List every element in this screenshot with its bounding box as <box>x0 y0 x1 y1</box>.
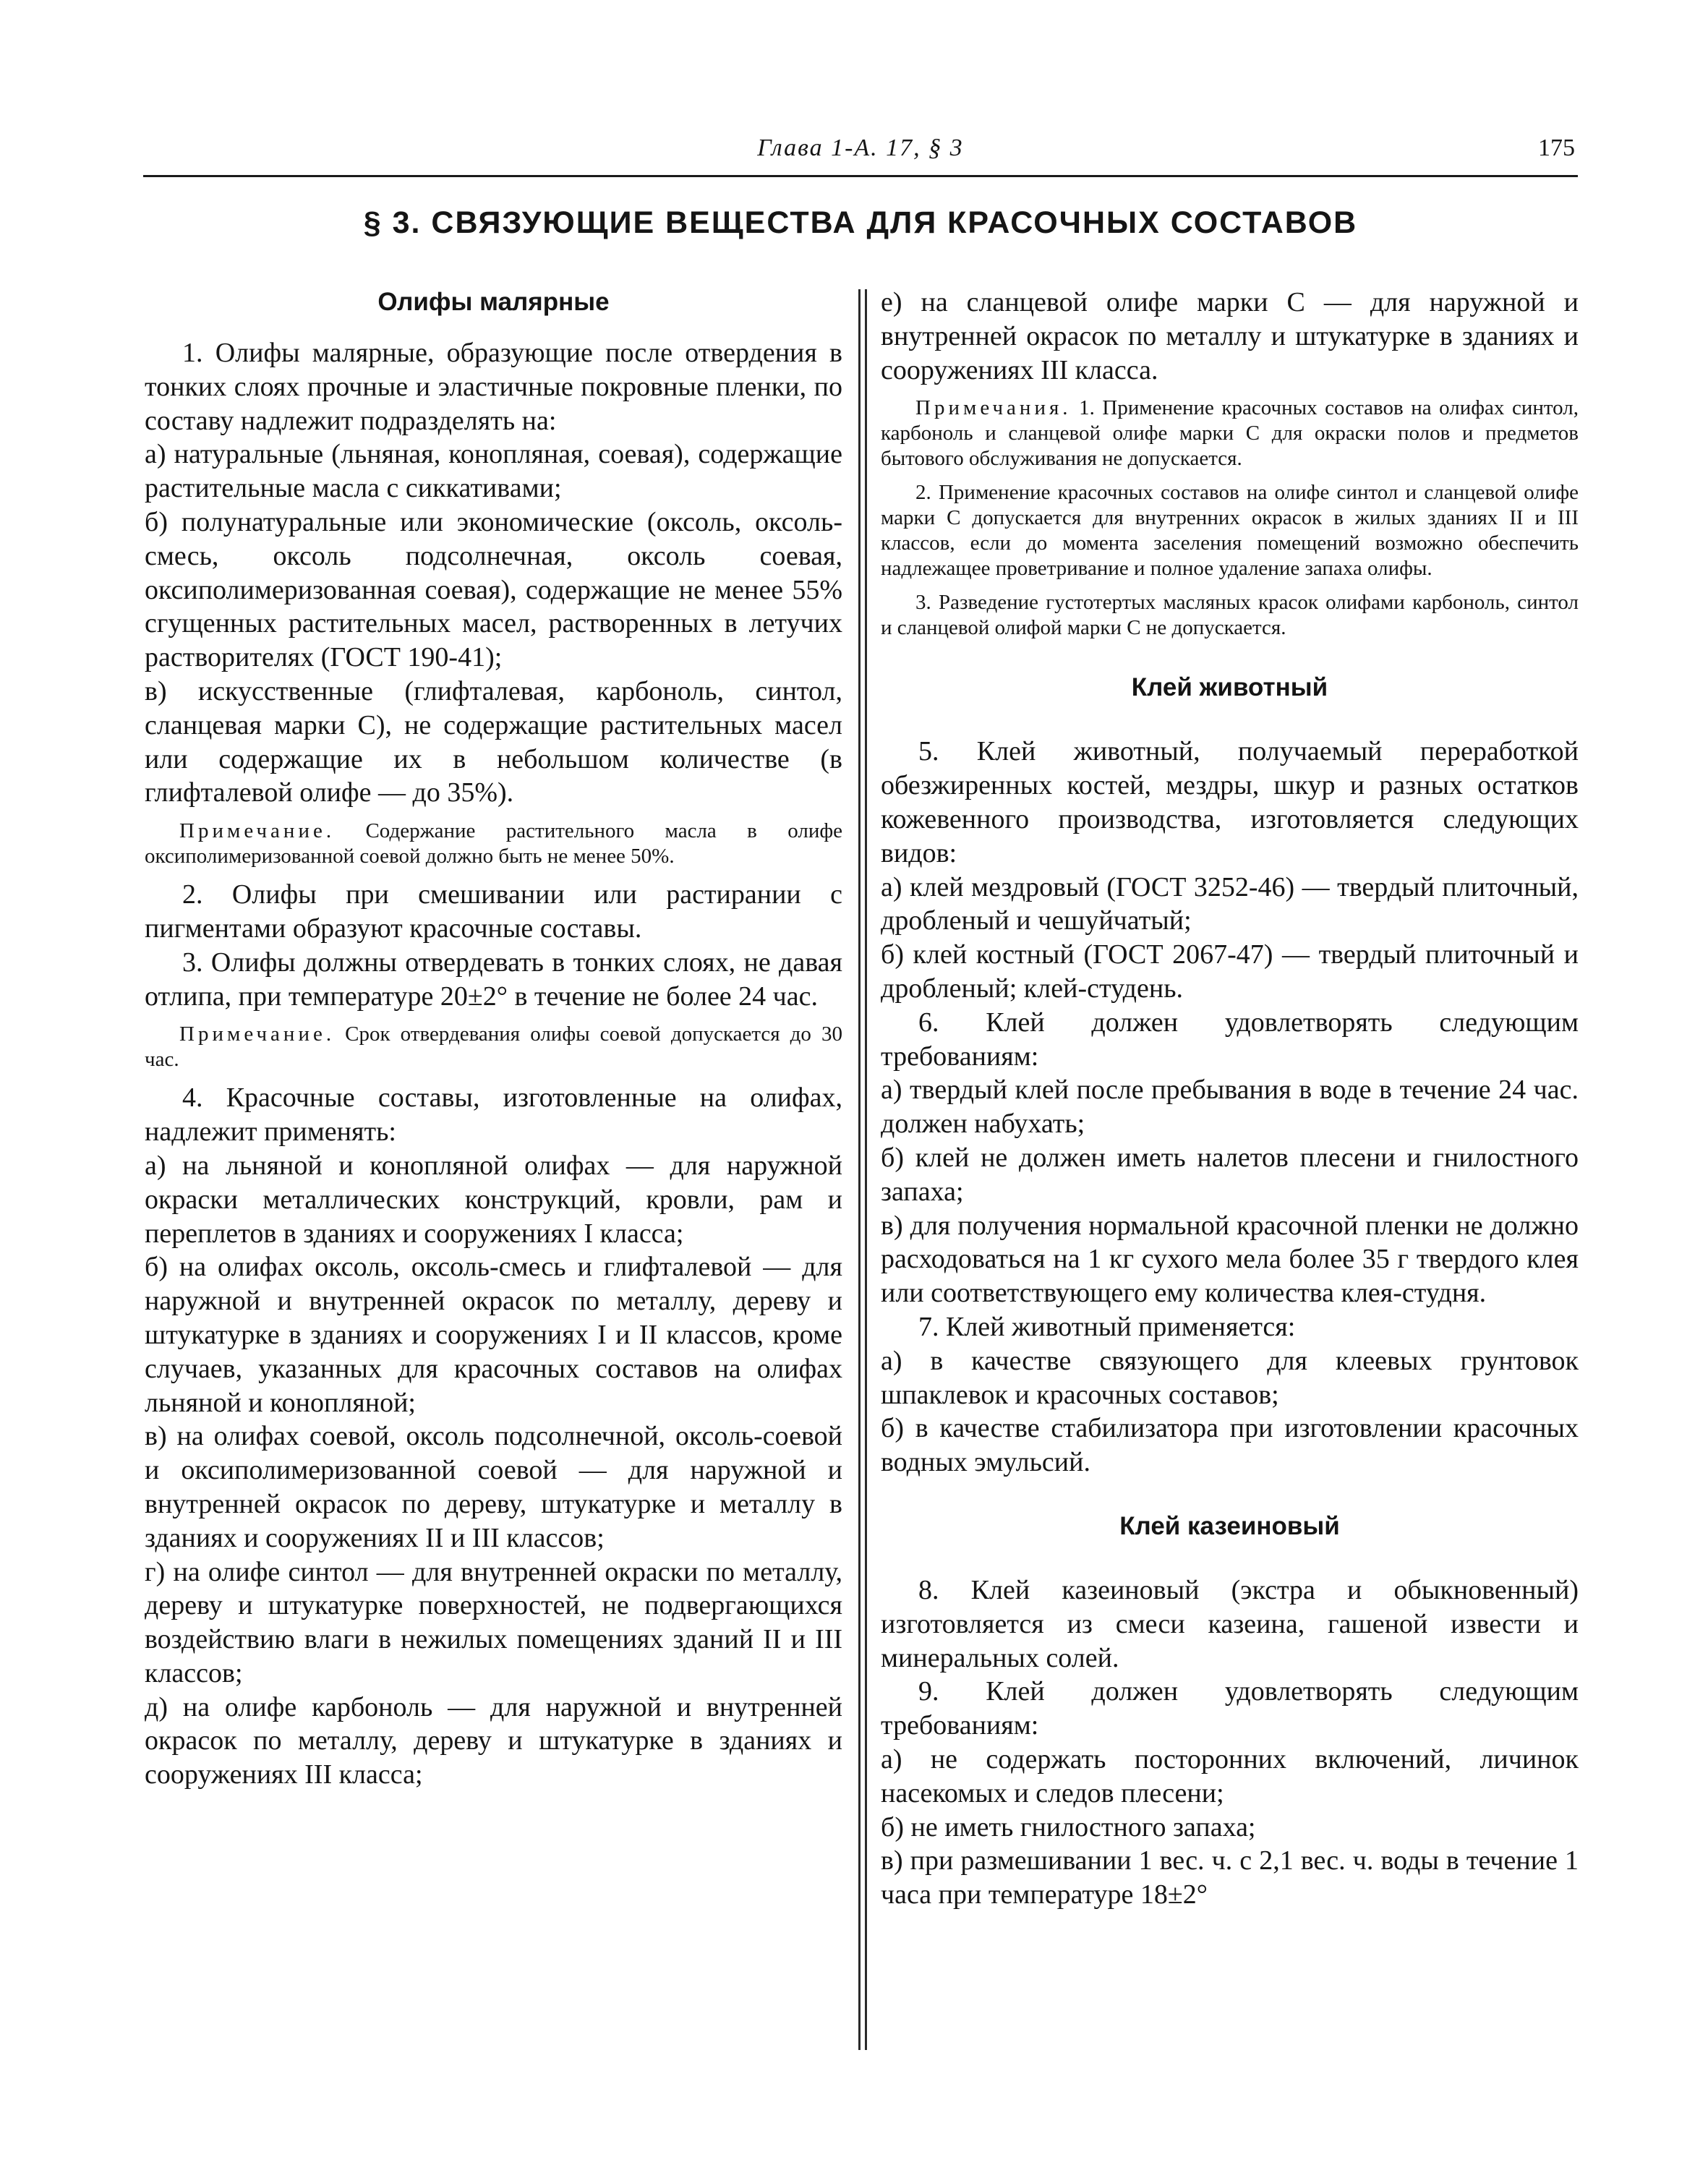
note-label: Примечание. <box>179 1022 336 1046</box>
column-divider <box>858 289 867 2050</box>
note <box>145 1022 842 1072</box>
list-item: в) на олифах соевой, оксоль подсолнечной, оксоль-соевой и оксиполимеризованной соевой — для наружной и внутренней окрасок по дереву, штукатурке и металлу в зданиях и сооружениях II и III классов; <box>145 1421 842 1553</box>
note <box>145 819 842 869</box>
subheading-casein-glue: Клей казеиновый <box>1119 1511 1340 1540</box>
list-item: г) на олифе синтол — для внутренней окраски по металлу, дереву и штукатурке поверхностей, не подвергающихся воздействию влаги в нежилых помещениях зданий II и III классов; <box>145 1556 842 1688</box>
list-item: б) клей костный (ГОСТ 2067-47) — твердый плиточный и дробленый; клей-студень. <box>881 939 1579 1004</box>
list-item: а) в качестве связующего для клеевых грунтовок шпаклевок и красочных составов; <box>881 1345 1579 1410</box>
note-text: 1. Применение красочных составов на олифах синтол, карбоноль и сланцевой олифе марки С для окраски полов и предметов бытового обслуживания не допускается. <box>881 396 1579 471</box>
list-item: а) твердый клей после пребывания в воде в течение 24 час. должен набухать; <box>881 1075 1579 1140</box>
paragraph-5: 5. Клей животный, получаемый переработкой обезжиренных костей, мездры, шкур и разных остатков кожевенного производства, изготовляется следующих видов: <box>881 736 1579 868</box>
note-text: Содержание растительного масла в олифе оксиполимеризованной соевой должно быть не менее 50%. <box>145 819 842 868</box>
list-item: д) на олифе карбоноль — для наружной и внутренней окрасок по металлу, дереву и штукатурке в зданиях и сооружениях III класса; <box>145 1691 842 1790</box>
right-column <box>881 286 1579 1912</box>
note: 3. Разведение густотертых масляных красок олифами карбоноль, синтол и сланцевой олифой марки С не допускается. <box>881 591 1579 640</box>
list-item: б) на олифах оксоль, оксоль-смесь и глифталевой — для наружной и внутренней окрасок по металлу, дереву и штукатурке в зданиях и сооружениях I и II классов, кроме случаев, указанных для красочных составов на олифах льняной и конопляной; <box>145 1252 842 1418</box>
paragraph-8: 8. Клей казеиновый (экстра и обыкновенный) изготовляется из смеси казеина, гашеной извести и минеральных солей. <box>881 1574 1579 1673</box>
note-label: Примечания. <box>915 396 1072 420</box>
list-item: в) при размешивании 1 вес. ч. с 2,1 вес. ч. воды в течение 1 часа при температуре 18±2° <box>881 1845 1579 1910</box>
subheading-olify: Олифы малярные <box>377 288 610 316</box>
list-item: б) полунатуральные или экономические (оксоль, оксоль-смесь, оксоль подсолнечная, оксоль соевая, оксиполимеризованная соевая), содержащие не менее 55% сгущенных растительных масел, растворенных в летучих растворителях (ГОСТ 190-41); <box>145 506 842 673</box>
list-item: а) натуральные (льняная, конопляная, соевая), содержащие растительные масла с сиккативами; <box>145 439 842 504</box>
list-item: в) для получения нормальной красочной пленки не должно расходоваться на 1 кг сухого мела более 35 г твердого клея или соответствующего ему количества клея-студня. <box>881 1210 1579 1309</box>
paragraph-6: 6. Клей должен удовлетворять следующим требованиям: <box>881 1007 1579 1072</box>
note-label: Примечание. <box>179 819 336 843</box>
list-item: в) искусственные (глифталевая, карбоноль, синтол, сланцевая марки С), не содержащие растительных масел или содержащие их в небольшом количестве (в глифталевой олифе — до 35%). <box>145 675 842 808</box>
note-text: Срок отвердевания олифы соевой допускается до 30 час. <box>145 1022 842 1072</box>
list-item: а) на льняной и конопляной олифах — для наружной окраски металлических конструкций, кровли, рам и переплетов в зданиях и сооружениях I класса; <box>145 1150 842 1249</box>
running-header <box>143 132 1578 177</box>
list-item: а) клей мездровый (ГОСТ 3252-46) — твердый плиточный, дробленый и чешуйчатый; <box>881 871 1579 936</box>
running-title: Глава 1-А. 17, § 3 <box>757 134 964 161</box>
page-number: 175 <box>1538 134 1575 161</box>
paragraph-2: 2. Олифы при смешивании или растирании с пигментами образуют красочные составы. <box>145 879 842 944</box>
paragraph-3: 3. Олифы должны отвердевать в тонких слоях, не давая отлипа, при температуре 20±2° в течение не более 24 час. <box>145 947 842 1012</box>
section-title: § 3. СВЯЗУЮЩИЕ ВЕЩЕСТВА ДЛЯ КРАСОЧНЫХ СОСТАВОВ <box>363 205 1358 240</box>
left-column <box>145 286 842 1792</box>
list-item: б) не иметь гнилостного запаха; <box>881 1811 1256 1842</box>
list-item: б) клей не должен иметь налетов плесени и гнилостного запаха; <box>881 1142 1579 1207</box>
paragraph-9: 9. Клей должен удовлетворять следующим требованиям: <box>881 1676 1579 1741</box>
paragraph-7: 7. Клей животный применяется: <box>918 1311 1296 1342</box>
paragraph-1: 1. Олифы малярные, образующие после отвердения в тонких слоях прочные и эластичные покровные пленки, по составу надлежит подразделять на: <box>145 338 842 436</box>
paragraph-4: 4. Красочные составы, изготовленные на олифах, надлежит применять: <box>145 1082 842 1148</box>
list-item: б) в качестве стабилизатора при изготовлении красочных водных эмульсий. <box>881 1413 1579 1478</box>
subheading-animal-glue: Клей животный <box>1131 673 1328 702</box>
list-item: е) на сланцевой олифе марки С — для наружной и внутренней окрасок по металлу и штукатурке в зданиях и сооружениях III класса. <box>881 287 1579 385</box>
notes-block <box>881 396 1579 471</box>
list-item: а) не содержать посторонних включений, личинок насекомых и следов плесени; <box>881 1743 1579 1808</box>
note: 2. Применение красочных составов на олифе синтол и сланцевой олифе марки С допускается для внутренних окрасок в жилых зданиях II и III классов, если до момента заселения помещений возможно обеспечить надлежащее проветривание и полное удаление запаха олифы. <box>881 481 1579 581</box>
